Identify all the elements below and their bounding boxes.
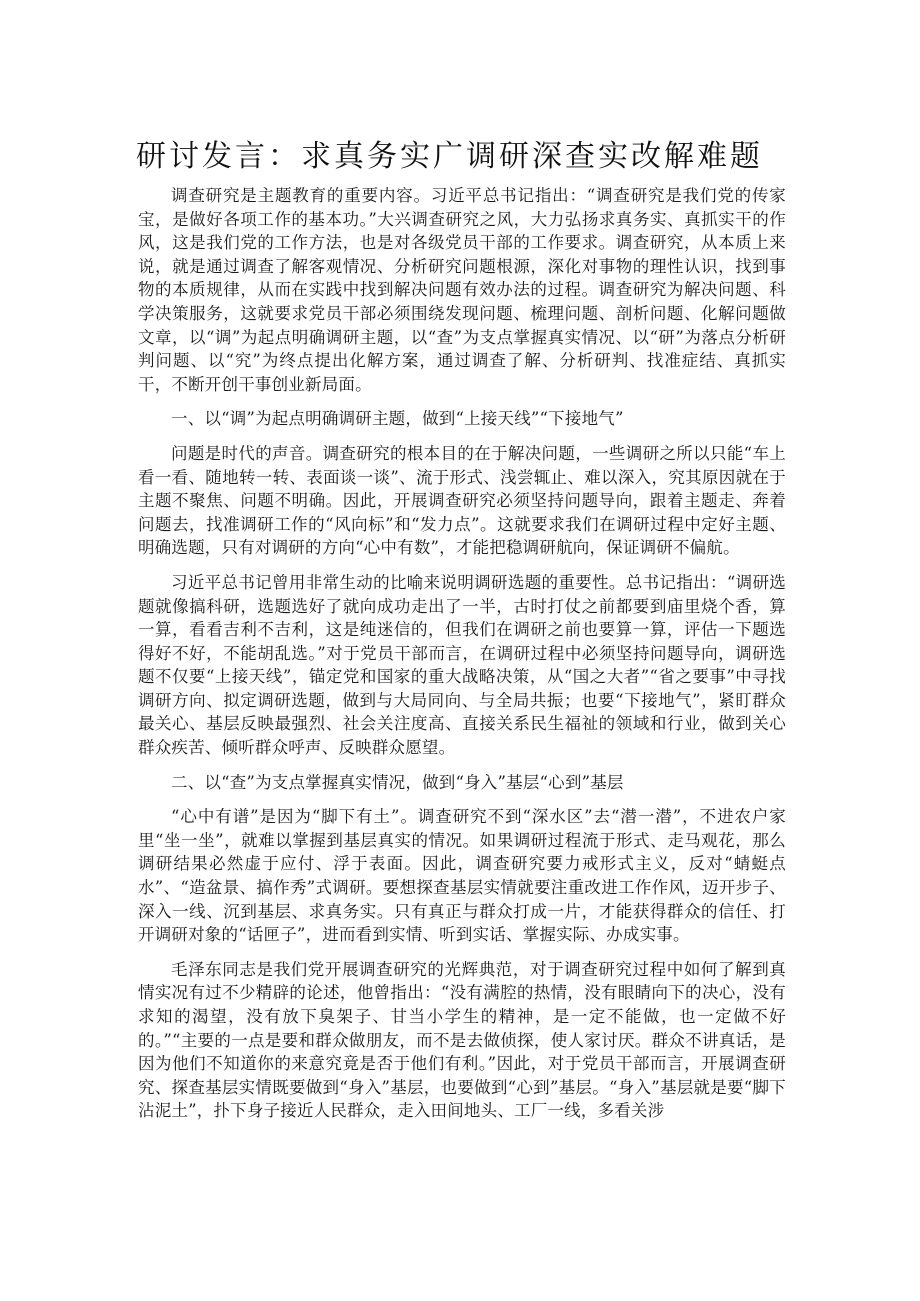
document-body (138, 184, 786, 1134)
paragraph-section1-a: 问题是时代的声音。调查研究的根本目的在于解决问题，一些调研之所以只能“车上看一看、随地转一转、表面谈一谈”、流于形式、浅尝辄止、难以深入，究其原因就在于主题不聚焦、问题不明确。因此，开展调查研究必须坚持问题导向，跟着主题走、奔着问题去，找准调研工作的“风向标”和“发力点”。这就要求我们在调研过程中定好主题、明确选题，只有对调研的方向“心中有数”，才能把稳调研航向，保证调研不偏航。 (138, 443, 786, 558)
section-heading-2: 二、以“查”为支点掌握真实情况，做到“身入”基层“心到”基层 (171, 772, 624, 792)
paragraph-intro: 调查研究是主题教育的重要内容。习近平总书记指出：“调查研究是我们党的传家宝，是做好各项工作的基本功。”大兴调查研究之风，大力弘扬求真务实、真抓实干的作风，这是我们党的工作方法，也是对各级党员干部的工作要求。调查研究，从本质上来说，就是通过调查了解客观情况、分析研究问题根源，深化对事物的理性认识，找到事物的本质规律，从而在实践中找到解决问题有效办法的过程。调查研究为解决问题、科学决策服务，这就要求党员干部必须围绕发现问题、梳理问题、剖析问题、化解问题做文章，以“调”为起点明确调研主题，以“查”为支点掌握真实情况、以“研”为落点分析研判问题、以“究”为终点提出化解方案，通过调查了解、分析研判、找准症结、真抓实干，不断开创干事创业新局面。 (138, 186, 786, 394)
document-title: 研讨发言：求真务实广调研深查实改解难题 (136, 139, 763, 174)
section-heading-1: 一、以“调”为起点明确调研主题，做到“上接天线”“下接地气” (171, 409, 624, 429)
paragraph-section2-b: 毛泽东同志是我们党开展调查研究的光辉典范，对于调查研究过程中如何了解到真情实况有过不少精辟的论述，他曾指出：“没有满腔的热情，没有眼睛向下的决心，没有求知的渴望，没有放下臭架子、甘当小学生的精神，是一定不能做，也一定做不好的。”“主要的一点是要和群众做朋友，而不是去做侦探，使人家讨厌。群众不讲真话，是因为他们不知道你的来意究竟是否于他们有利。”因此，对于党员干部而言，开展调查研究、探查基层实情既要做到“身入”基层，也要做到“心到”基层。“身入”基层就是要“脚下沾泥土”，扑下身子接近人民群众，走入田间地头、工厂一线，多看关涉 (138, 959, 786, 1121)
paragraph-section1-b: 习近平总书记曾用非常生动的比喻来说明调研选题的重要性。总书记指出：“调研选题就像搞科研，选题选好了就向成功走出了一半，古时打仗之前都要到庙里烧个香，算一算，看看吉利不吉利，这是纯迷信的，但我们在调研之前也要算一算，评估一下题选得好不好，不能胡乱选。”对于党员干部而言，在调研过程中必须坚持问题导向，调研选题不仅要“上接天线”，锚定党和国家的重大战略决策，从“国之大者”“省之要事”中寻找调研方向、拟定调研选题，做到与大局同向、与全局共振；也要“下接地气”，紧盯群众最关心、基层反映最强烈、社会关注度高、直接关系民生福祉的领域和行业，做到关心群众疾苦、倾听群众呼声、反映群众愿望。 (138, 572, 786, 758)
paragraph-section2-a: “心中有谱”是因为“脚下有土”。调查研究不到“深水区”去“潜一潜”，不进农户家里“坐一坐”，就难以掌握到基层真实的情况。如果调研过程流于形式、走马观花，那么调研结果必然虚于应付、浮于表面。因此，调查研究要力戒形式主义，反对“蜻蜓点水”、“造盆景、搞作秀”式调研。要想探查基层实情就要注重改进工作作风，迈开步子、深入一线、沉到基层、求真务实。只有真正与群众打成一片，才能获得群众的信任、打开调研对象的“话匣子”，进而看到实情、听到实话、掌握实际、办成实事。 (138, 807, 786, 945)
